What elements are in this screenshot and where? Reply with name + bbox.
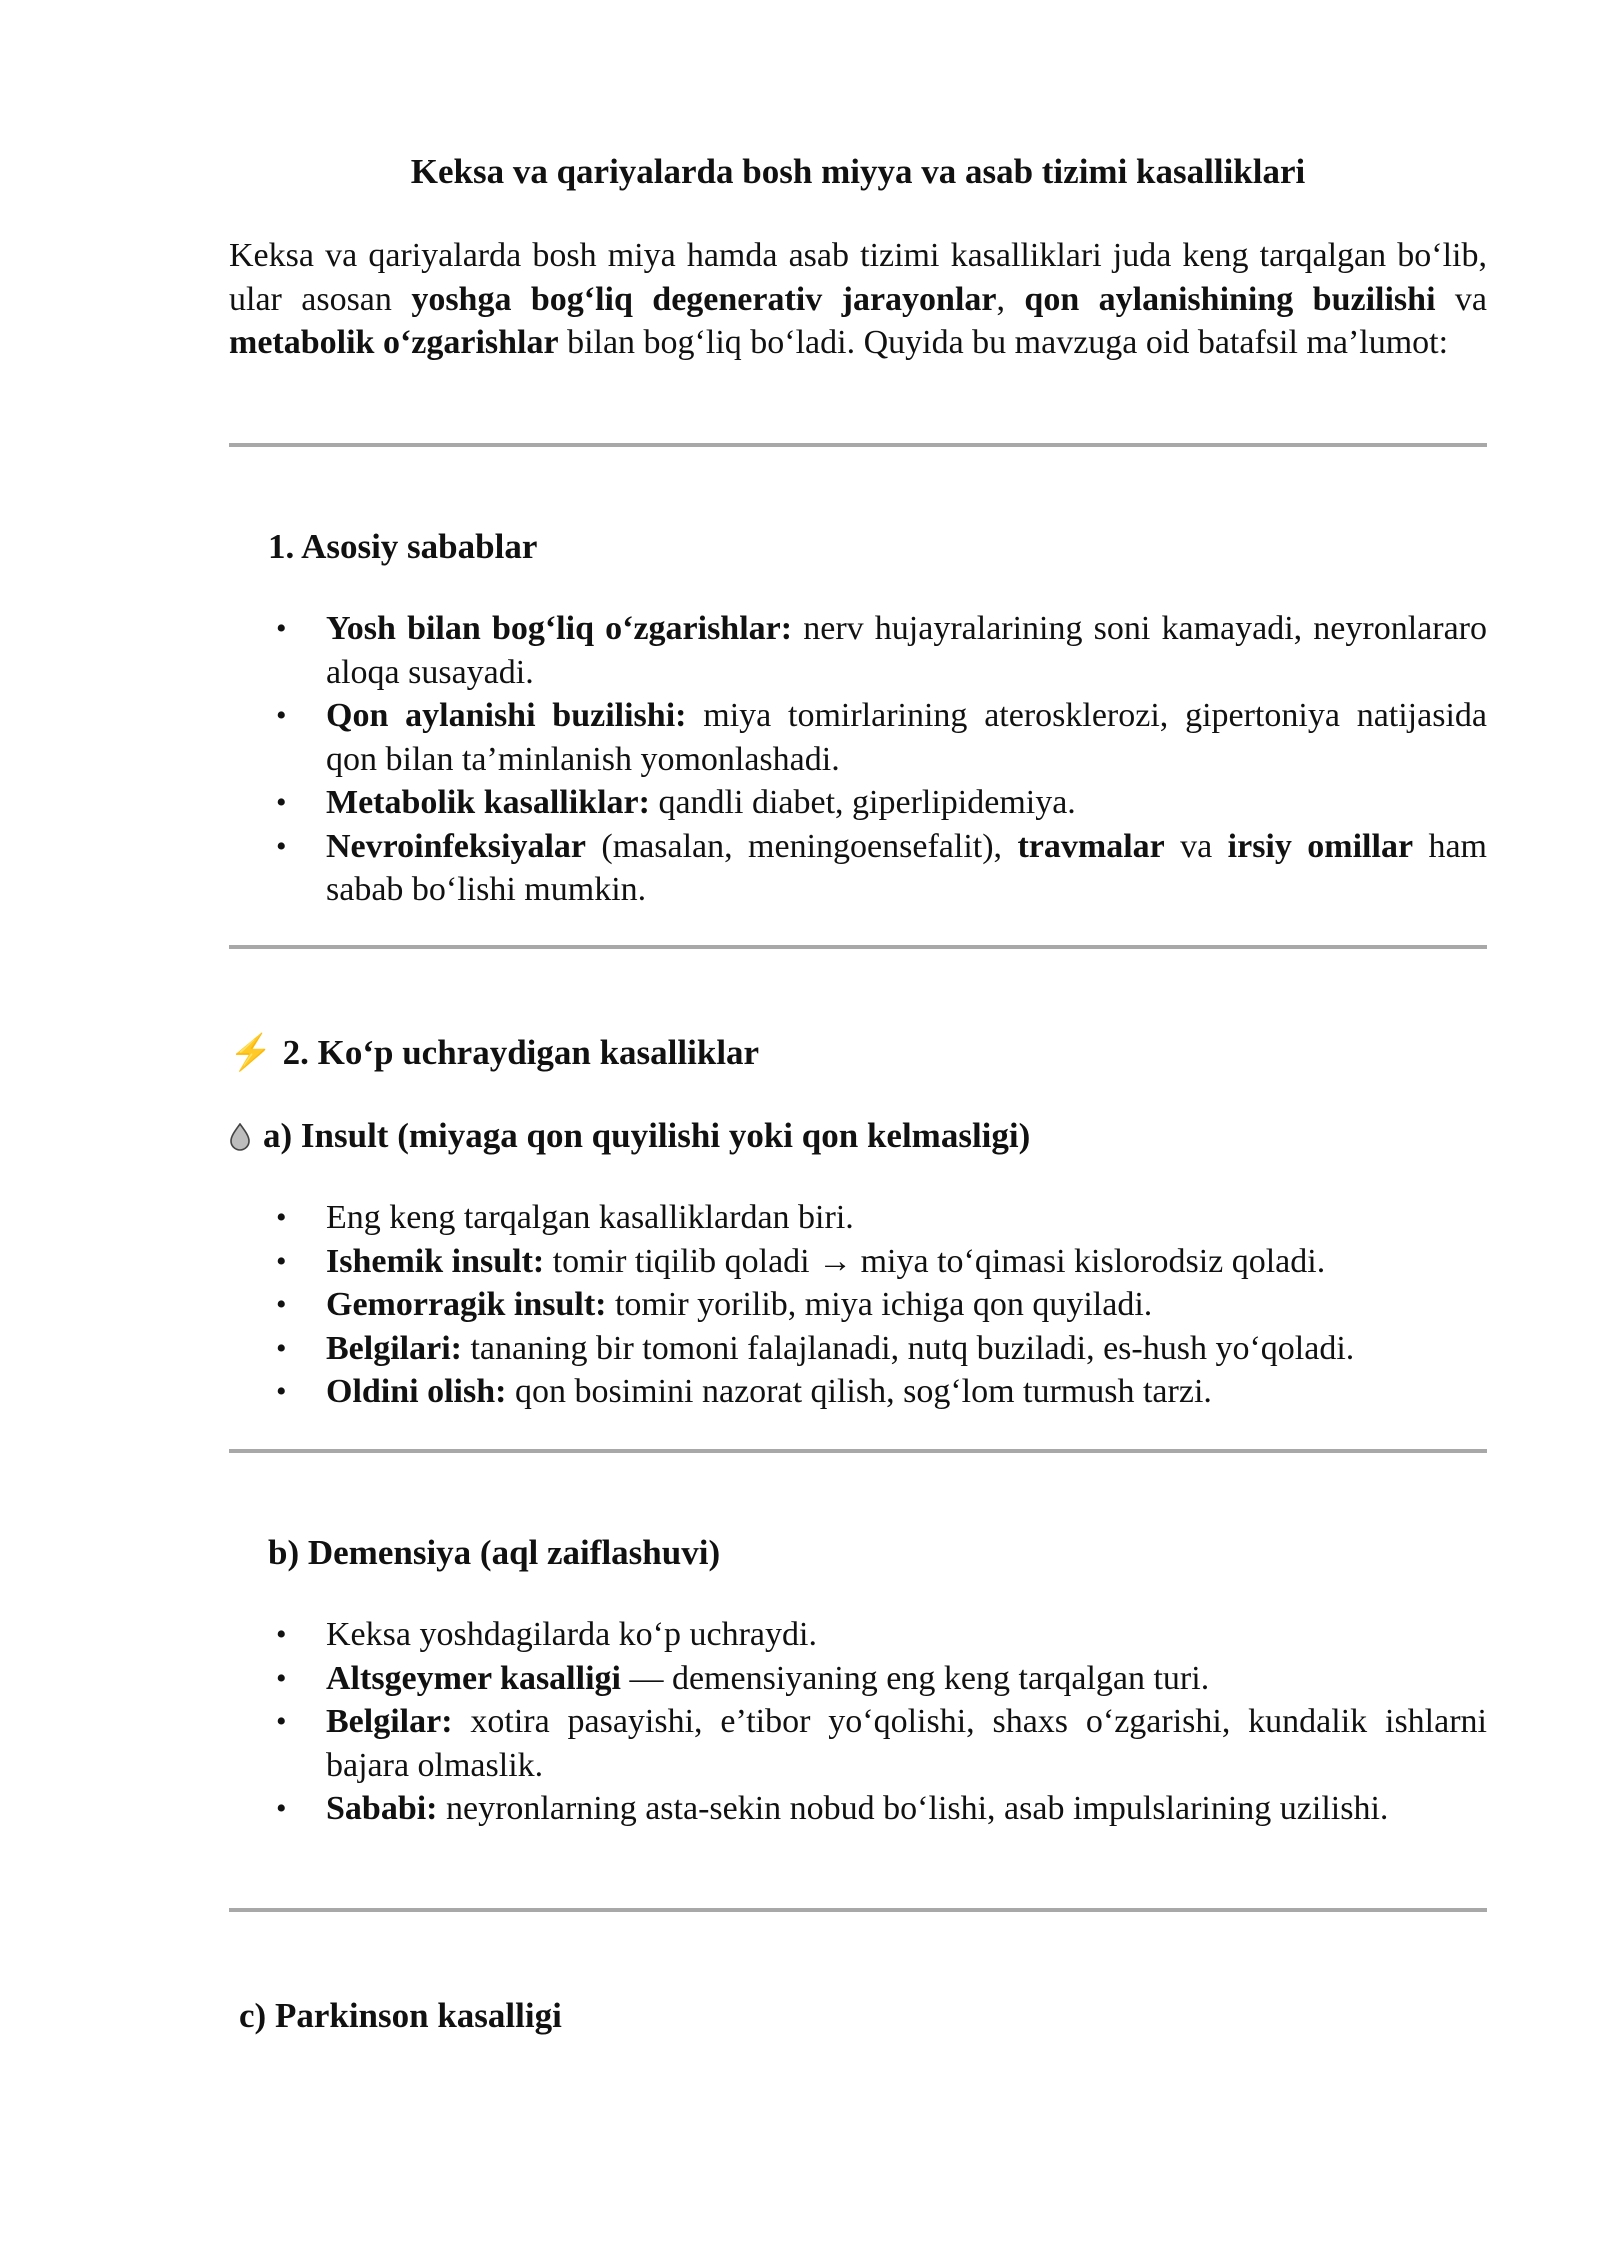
item-text: tananing bir tomoni falajlanadi, nutq buziladi, es-hush yo‘qoladi. xyxy=(461,1329,1355,1367)
item-term: Metabolik kasalliklar: xyxy=(326,784,650,821)
item-term: Nevroinfeksiyalar xyxy=(326,827,587,865)
item-term: Sababi: xyxy=(326,1790,438,1827)
subsection-heading-text: a) Insult (miyaga qon quyilishi yoki qon kelmasligi) xyxy=(263,1116,1031,1155)
lightning-icon: ⚡ xyxy=(229,1033,273,1072)
item-term: Belgilari: xyxy=(326,1329,462,1367)
list-item xyxy=(276,1196,1487,1240)
item-term: Yosh bilan bog‘liq o‘zgarishlar: xyxy=(326,610,793,647)
item-text: tomir yorilib, miya ichiga qon quyiladi. xyxy=(606,1286,1153,1323)
divider xyxy=(229,443,1487,447)
item-term: Qon aylanishi buzilishi: xyxy=(326,697,687,734)
item-text: va xyxy=(1164,827,1228,865)
divider xyxy=(229,945,1487,949)
subsection-heading-text: c) Parkinson kasalligi xyxy=(239,1996,562,2035)
insult-list xyxy=(276,1196,1487,1414)
intro-bold: yoshga bog‘liq degenerativ jarayonlar xyxy=(411,280,997,318)
intro-bold: metabolik o‘zgarishlar xyxy=(229,324,559,361)
section-heading-diseases xyxy=(229,1031,759,1075)
item-text: nerv hujayralarining soni kamayadi, neyronlararo aloqa susayadi. xyxy=(326,610,1487,691)
list-item xyxy=(276,1327,1487,1371)
item-term: Altsgeymer kasalligi xyxy=(326,1659,621,1697)
intro-paragraph xyxy=(229,234,1487,365)
item-term: Belgilar: xyxy=(326,1703,453,1740)
divider xyxy=(229,1449,1487,1453)
item-term: Gemorragik insult: xyxy=(326,1286,607,1323)
subsection-heading-dementia: b) Demensiya (aql zaiflashuvi) xyxy=(268,1533,721,1572)
list-item xyxy=(276,607,1487,694)
item-text: ham sabab bo‘lishi mumkin. xyxy=(326,827,1487,908)
item-term: Oldini olish: xyxy=(326,1373,507,1410)
item-text: Eng keng tarqalgan kasalliklardan biri. xyxy=(326,1199,854,1236)
intro-text: Keksa va qariyalarda bosh miya hamda asab tizimi kasalliklari juda keng tarqalgan bo‘lib, ular asosan xyxy=(229,237,1487,318)
list-item xyxy=(276,1787,1487,1831)
subsection-heading-insult xyxy=(229,1114,1030,1158)
item-text: qon bosimini nazorat qilish, sog‘lom turmush tarzi. xyxy=(506,1373,1212,1410)
item-term: travmalar xyxy=(1017,827,1165,865)
page-title: Keksa va qariyalarda bosh miyya va asab tizimi kasalliklari xyxy=(410,152,1306,191)
list-item xyxy=(276,694,1487,781)
subsection-heading-parkinson xyxy=(229,1994,562,2038)
causes-list xyxy=(276,607,1487,912)
item-text: xotira pasayishi, e’tibor yo‘qolishi, shaxs o‘zgarishi, kundalik ishlarni bajara olmaslik. xyxy=(326,1703,1487,1784)
intro-text: bilan bog‘liq bo‘ladi. Quyida bu mavzuga oid batafsil ma’lumot: xyxy=(558,324,1449,361)
item-text: Keksa yoshdagilarda ko‘p uchraydi. xyxy=(326,1616,817,1653)
item-text: tomir tiqilib qoladi → miya to‘qimasi kislorodsiz qoladi. xyxy=(544,1242,1326,1280)
list-item xyxy=(276,1700,1487,1787)
item-text: miya tomirlarining aterosklerozi, gipertoniya natijasida qon bilan ta’minlanish yomonlashadi. xyxy=(326,697,1487,778)
droplet-icon xyxy=(229,1123,251,1151)
intro-bold: qon aylanishining buzilishi xyxy=(1024,280,1436,318)
item-text: qandli diabet, giperlipidemiya. xyxy=(649,784,1076,821)
list-item xyxy=(276,1370,1487,1414)
item-text: — demensiyaning eng keng tarqalgan turi. xyxy=(620,1659,1210,1697)
list-item xyxy=(276,781,1487,825)
section-heading-causes: 1. Asosiy sabablar xyxy=(268,527,538,566)
intro-text: , xyxy=(996,280,1025,318)
divider xyxy=(229,1908,1487,1912)
list-item xyxy=(276,825,1487,912)
list-item xyxy=(276,1240,1487,1284)
item-text: (masalan, meningoensefalit), xyxy=(586,827,1018,865)
item-term: irsiy omillar xyxy=(1227,827,1414,865)
list-item xyxy=(276,1657,1487,1701)
intro-text: va xyxy=(1435,280,1488,318)
section-heading-text: 2. Ko‘p uchraydigan kasalliklar xyxy=(282,1033,760,1072)
list-item xyxy=(276,1283,1487,1327)
item-text: neyronlarning asta-sekin nobud bo‘lishi, asab impulslarining uzilishi. xyxy=(437,1790,1389,1827)
list-item xyxy=(276,1613,1487,1657)
item-term: Ishemik insult: xyxy=(326,1242,545,1280)
dementia-list xyxy=(276,1613,1487,1831)
